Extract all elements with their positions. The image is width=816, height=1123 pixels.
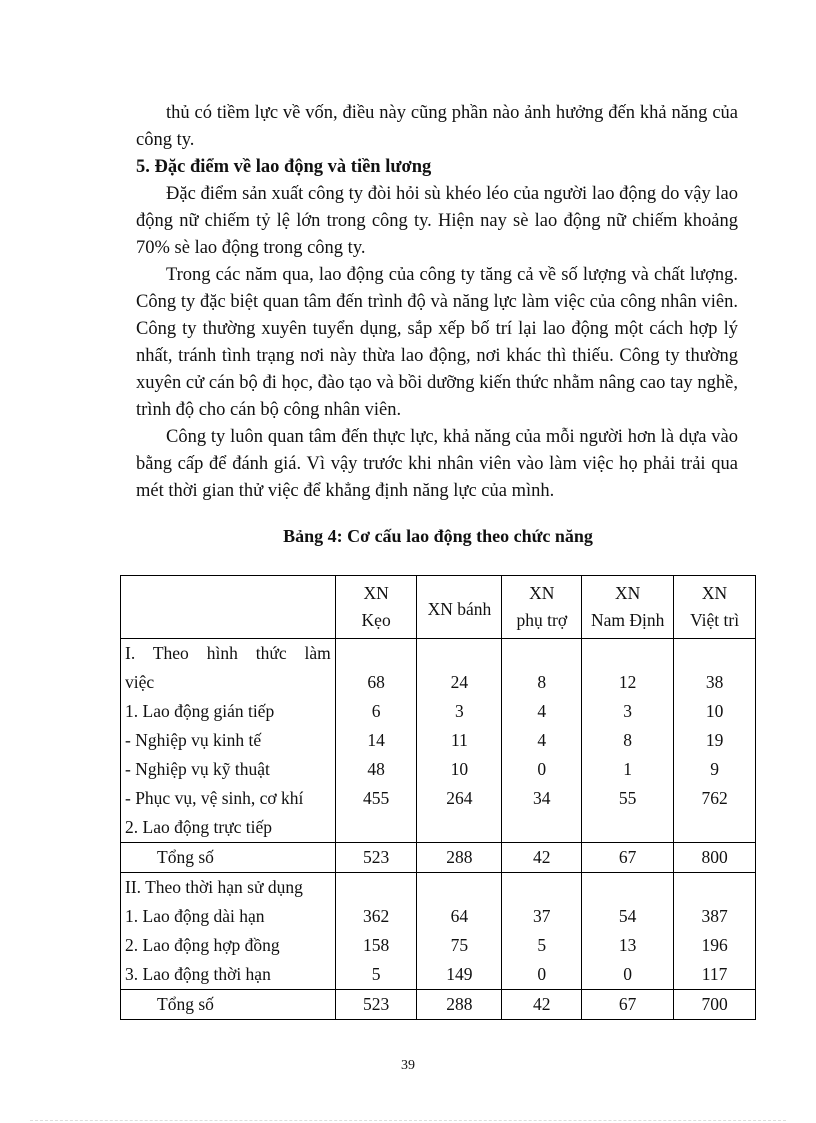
section-2-labels: II. Theo thời hạn sử dụng 1. Lao động dài hạn 2. Lao động hợp đồng 3. Lao động thời hạn [121, 873, 336, 990]
header-xn-banh: XN bánh [417, 576, 502, 639]
paragraph-4: Công ty luôn quan tâm đến thực lực, khả năng của mỗi người hơn là dựa vào bằng cấp để đánh giá. Vì vậy trước khi nhân viên vào làm việc họ phải trải qua mét thời gian thử việc để khẳng định năng lực của mình. [136, 427, 738, 501]
section-2-xn-banh: 64 75 149 [417, 873, 502, 990]
table-caption: Bảng 4: Cơ cấu lao động theo chức năng [283, 526, 593, 546]
total-1-xn-phu-tro: 42 [502, 843, 582, 873]
section-2-xn-nam-dinh: 54 13 0 [582, 873, 674, 990]
header-xn-nam-dinh: XN Nam Định [582, 576, 674, 639]
paragraph-3: Trong các năm qua, lao động của công ty tăng cả về số lượng và chất lượng. Công ty đặc biệt quan tâm đến trình độ và năng lực làm việc của công nhân viên. Công ty thường xuyên tuyển dụng, sắp xếp bố trí lại lao động một cách hợp lý nhất, tránh tình trạng nơi này thừa lao động, nơi khác thì thiếu. Công ty thường xuyên cử cán bộ đi học, đào tạo và bồi dưỡng kiến thức nhằm nâng cao tay nghề, trình độ cho cán bộ công nhân viên. [136, 265, 738, 420]
total-2-xn-nam-dinh: 67 [582, 990, 674, 1020]
total-2-xn-keo: 523 [335, 990, 417, 1020]
page-number: 39 [401, 1058, 415, 1073]
total-2-xn-phu-tro: 42 [502, 990, 582, 1020]
header-empty-cell [121, 576, 336, 639]
total-row-1-label: Tổng số [121, 843, 336, 873]
total-2-xn-banh: 288 [417, 990, 502, 1020]
total-2-xn-viet-tri: 700 [674, 990, 756, 1020]
total-row-2 [121, 990, 756, 1020]
section-1-xn-banh: 24 3 11 10 264 [417, 639, 502, 843]
header-xn-phu-tro: XN phụ trợ [502, 576, 582, 639]
header-xn-viet-tri: XN Việt trì [674, 576, 756, 639]
total-1-xn-nam-dinh: 67 [582, 843, 674, 873]
section-1-xn-keo: 68 6 14 48 455 [335, 639, 417, 843]
table-section-1 [121, 639, 756, 843]
total-row-1 [121, 843, 756, 873]
section-heading: 5. Đặc điểm về lao động và tiền lương [136, 157, 432, 177]
total-row-2-label: Tổng số [121, 990, 336, 1020]
section-1-xn-phu-tro: 8 4 4 0 34 [502, 639, 582, 843]
table-section-2 [121, 873, 756, 990]
paragraph-1: thủ có tiềm lực về vốn, điều này cũng phần nào ảnh hưởng đến khả năng của công ty. [136, 103, 738, 150]
table-header-row [121, 576, 756, 639]
section-2-xn-viet-tri: 387 196 117 [674, 873, 756, 990]
page-bottom-divider [30, 1120, 786, 1121]
total-1-xn-viet-tri: 800 [674, 843, 756, 873]
header-xn-keo: XN Kẹo [335, 576, 417, 639]
total-1-xn-banh: 288 [417, 843, 502, 873]
labor-structure-table [120, 575, 756, 1020]
total-1-xn-keo: 523 [335, 843, 417, 873]
section-1-xn-nam-dinh: 12 3 8 1 55 [582, 639, 674, 843]
section-2-xn-keo: 362 158 5 [335, 873, 417, 990]
section-2-xn-phu-tro: 37 5 0 [502, 873, 582, 990]
section-1-labels: I. Theo hình thức làm việc 1. Lao động gián tiếp - Nghiệp vụ kinh tế - Nghiệp vụ kỹ thuật - Phục vụ, vệ sinh, cơ khí 2. Lao động trực tiếp [121, 639, 336, 843]
body-text [136, 100, 738, 505]
section-1-xn-viet-tri: 38 10 19 9 762 [674, 639, 756, 843]
paragraph-2: Đặc điểm sản xuất công ty đòi hỏi sù khéo léo của người lao động do vậy lao động nữ chiếm tỷ lệ lớn trong công ty. Hiện nay sè lao động nữ chiếm khoảng 70% sè lao động trong công ty. [136, 184, 738, 258]
